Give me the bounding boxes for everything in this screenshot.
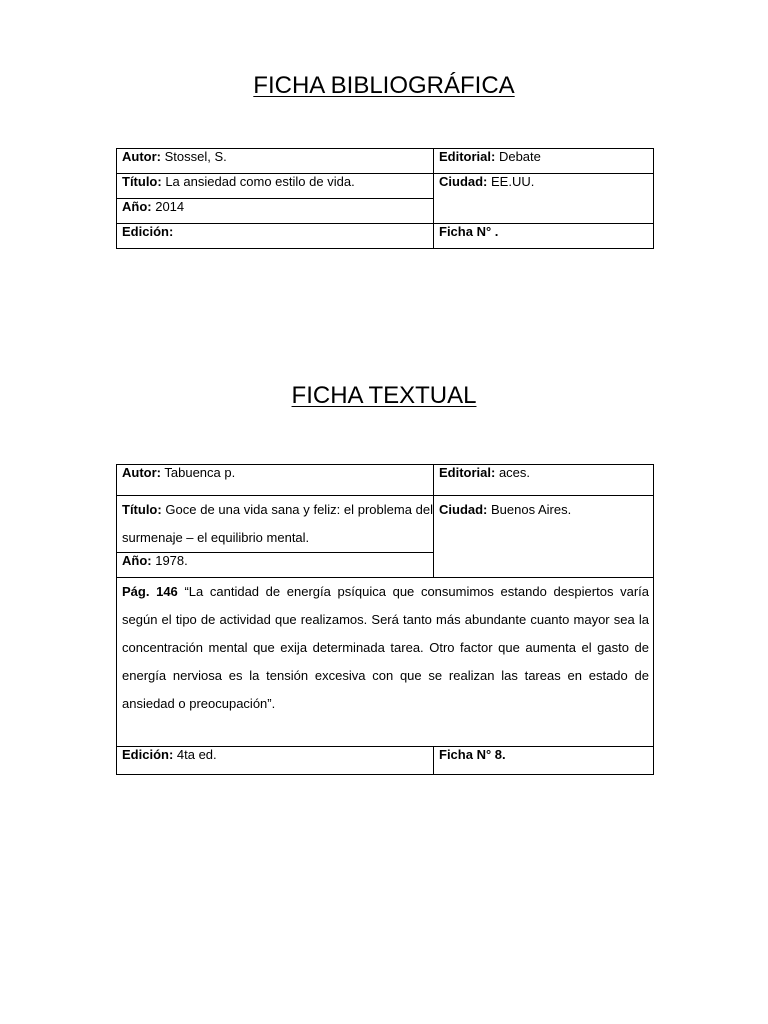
publisher-cell	[434, 149, 654, 174]
title-cell	[117, 174, 434, 199]
page-label: Pág. 146	[122, 584, 178, 599]
publisher-label: Editorial:	[439, 149, 496, 164]
author-value: Stossel, S.	[161, 149, 227, 164]
author-cell	[117, 465, 434, 496]
city-label: Ciudad:	[439, 502, 488, 517]
edition-value: 4ta ed.	[173, 747, 217, 762]
publisher-label: Editorial:	[439, 465, 496, 480]
edition-label: Edición:	[122, 224, 174, 239]
year-cell	[117, 199, 434, 224]
author-label: Autor:	[122, 465, 161, 480]
title-value: La ansiedad como estilo de vida.	[161, 174, 355, 189]
city-label: Ciudad:	[439, 174, 488, 189]
card-number-label: Ficha N° .	[439, 224, 499, 239]
title-value: Goce de una vida sana y feliz: el problema del surmenaje – el equilibrio mental.	[122, 502, 433, 545]
quote-cell	[117, 578, 654, 747]
author-label: Autor:	[122, 149, 161, 164]
year-value: 1978.	[151, 553, 188, 568]
edition-label: Edición:	[122, 747, 174, 762]
year-label: Año:	[122, 553, 152, 568]
publisher-value: Debate	[495, 149, 541, 164]
card-number-label: Ficha N° 8.	[439, 747, 506, 762]
publisher-value: aces.	[495, 465, 531, 480]
bibliographic-card-title: FICHA BIBLIOGRÁFICA	[253, 72, 515, 99]
textual-card-title: FICHA TEXTUAL	[291, 382, 477, 409]
edition-cell	[117, 747, 434, 775]
city-value: EE.UU.	[487, 174, 535, 189]
card-number-cell	[434, 747, 654, 775]
title-cell	[117, 496, 434, 553]
author-cell	[117, 149, 434, 174]
year-cell	[117, 553, 434, 578]
city-cell	[434, 496, 654, 578]
author-value: Tabuenca p.	[161, 465, 236, 480]
publisher-cell	[434, 465, 654, 496]
city-value: Buenos Aires.	[487, 502, 572, 517]
quote-text: “La cantidad de energía psíquica que consumimos estando despiertos varía según el tipo de actividad que realizamos. Será tanto más abundante cuanto mayor sea la concentración mental que exija determinada tarea. Otro factor que aumenta el gasto de energía nerviosa es la tensión excesiva con que se realizan las tareas en estado de ansiedad o preocupación”.	[122, 584, 649, 711]
textual-card	[116, 464, 654, 775]
card-number-cell	[434, 224, 654, 249]
city-cell	[434, 174, 654, 224]
year-value: 2014	[151, 199, 185, 214]
title-label: Título:	[122, 502, 162, 517]
bibliographic-card	[116, 148, 654, 249]
edition-cell	[117, 224, 434, 249]
year-label: Año:	[122, 199, 152, 214]
title-label: Título:	[122, 174, 162, 189]
